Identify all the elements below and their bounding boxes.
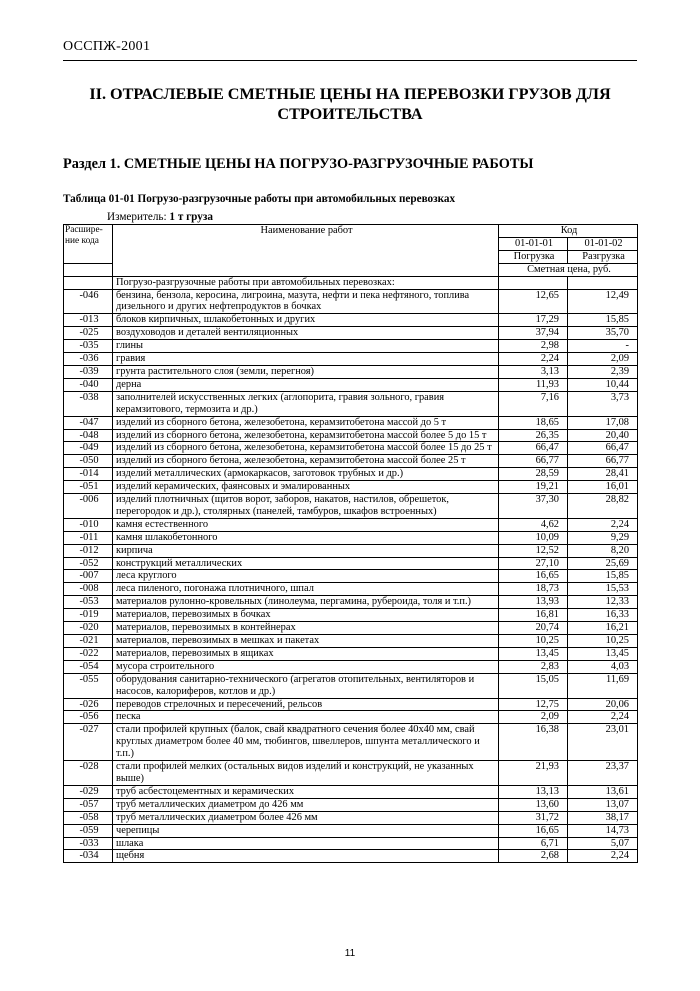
code-extension-cell: -008 [64, 583, 113, 596]
code-extension-cell: -012 [64, 544, 113, 557]
header-code-1: 01-01-01 [499, 237, 568, 250]
loading-price-cell: 12,52 [499, 544, 568, 557]
loading-price-cell: 66,47 [499, 442, 568, 455]
loading-price-cell: 28,59 [499, 468, 568, 481]
work-name-cell: стали профилей мелких (остальных видов изделий и конструкций, не указанных выше) [113, 761, 499, 786]
table-row [64, 850, 638, 863]
unloading-price-cell: 9,29 [568, 531, 638, 544]
code-extension-cell: -006 [64, 494, 113, 519]
unloading-price-cell: 10,44 [568, 378, 638, 391]
loading-price-cell: 16,65 [499, 824, 568, 837]
header-divider [63, 60, 637, 61]
code-extension-cell: -054 [64, 660, 113, 673]
table-row [64, 518, 638, 531]
code-extension-cell: -036 [64, 353, 113, 366]
header-price-caption: Сметная цена, руб. [499, 263, 638, 276]
loading-price-cell: 27,10 [499, 557, 568, 570]
loading-price-cell: 26,35 [499, 429, 568, 442]
work-name-cell: конструкций металлических [113, 557, 499, 570]
table-group-row [64, 276, 638, 289]
unloading-price-cell: 11,69 [568, 673, 638, 698]
code-extension-cell: -019 [64, 609, 113, 622]
unloading-price-cell: 16,01 [568, 481, 638, 494]
unloading-price-cell: 66,47 [568, 442, 638, 455]
loading-price-cell: 13,60 [499, 798, 568, 811]
table-row [64, 468, 638, 481]
loading-price-cell: 20,74 [499, 622, 568, 635]
unloading-price-cell: 16,33 [568, 609, 638, 622]
unloading-price-cell: 12,33 [568, 596, 638, 609]
table-row [64, 609, 638, 622]
loading-price-cell: 12,65 [499, 289, 568, 314]
loading-price-cell: 37,94 [499, 327, 568, 340]
work-name-cell: оборудования санитарно-технического (агрегатов отопительных, вентиляторов и насосов, калориферов, котлов и др.) [113, 673, 499, 698]
table-row [64, 673, 638, 698]
code-extension-cell: -040 [64, 378, 113, 391]
header-empty-cell [64, 263, 113, 276]
unloading-price-cell: 20,40 [568, 429, 638, 442]
table-row [64, 824, 638, 837]
table-row [64, 481, 638, 494]
unloading-price-cell: 23,01 [568, 724, 638, 761]
unloading-price-cell: 35,70 [568, 327, 638, 340]
loading-price-cell: 2,09 [499, 711, 568, 724]
group-empty-cell [568, 276, 638, 289]
table-row [64, 327, 638, 340]
document-code: ОССПЖ-2001 [63, 39, 151, 54]
unloading-price-cell: 2,09 [568, 353, 638, 366]
table-row [64, 583, 638, 596]
code-extension-cell: -021 [64, 635, 113, 648]
work-name-cell: переводов стрелочных и пересечений, рельсов [113, 698, 499, 711]
unloading-price-cell: 15,53 [568, 583, 638, 596]
loading-price-cell: 18,65 [499, 416, 568, 429]
table-title: Таблица 01-01 Погрузо-разгрузочные работы при автомобильных перевозках [63, 193, 456, 205]
table-row [64, 811, 638, 824]
unloading-price-cell: 17,08 [568, 416, 638, 429]
work-name-cell: дерна [113, 378, 499, 391]
work-name-cell: труб асбестоцементных и керамических [113, 785, 499, 798]
table-row [64, 391, 638, 416]
unloading-price-cell: 23,37 [568, 761, 638, 786]
code-extension-cell: -011 [64, 531, 113, 544]
work-name-cell: глины [113, 340, 499, 353]
measure-label: Измеритель: [107, 211, 167, 223]
work-name-cell: изделий из сборного бетона, железобетона, керамзитобетона массой более 25 т [113, 455, 499, 468]
table-row [64, 289, 638, 314]
code-extension-cell: -053 [64, 596, 113, 609]
code-extension-cell: -028 [64, 761, 113, 786]
unloading-price-cell: 38,17 [568, 811, 638, 824]
table-row [64, 837, 638, 850]
loading-price-cell: 19,21 [499, 481, 568, 494]
work-name-cell: материалов, перевозимых в ящиках [113, 647, 499, 660]
work-name-cell: мусора строительного [113, 660, 499, 673]
work-name-cell: щебня [113, 850, 499, 863]
unloading-price-cell: 66,77 [568, 455, 638, 468]
loading-price-cell: 18,73 [499, 583, 568, 596]
table-row [64, 442, 638, 455]
loading-price-cell: 15,05 [499, 673, 568, 698]
work-name-cell: изделий из сборного бетона, железобетона, керамзитобетона массой более 5 до 15 т [113, 429, 499, 442]
code-extension-cell: -033 [64, 837, 113, 850]
loading-price-cell: 12,75 [499, 698, 568, 711]
loading-price-cell: 7,16 [499, 391, 568, 416]
code-extension-cell: -052 [64, 557, 113, 570]
work-name-cell: черепицы [113, 824, 499, 837]
unloading-price-cell: 10,25 [568, 635, 638, 648]
unloading-price-cell: 12,49 [568, 289, 638, 314]
code-extension-cell: -020 [64, 622, 113, 635]
measure-line [107, 211, 213, 223]
loading-price-cell: 17,29 [499, 314, 568, 327]
loading-price-cell: 10,09 [499, 531, 568, 544]
work-name-cell: изделий из сборного бетона, железобетона, керамзитобетона массой более 15 до 25 т [113, 442, 499, 455]
code-extension-cell: -013 [64, 314, 113, 327]
code-extension-cell: -055 [64, 673, 113, 698]
header-code: Код [499, 225, 638, 238]
code-extension-cell: -022 [64, 647, 113, 660]
loading-price-cell: 6,71 [499, 837, 568, 850]
work-name-cell: леса пиленого, погонажа плотничного, шпал [113, 583, 499, 596]
unloading-price-cell: 15,85 [568, 570, 638, 583]
unloading-price-cell: 20,06 [568, 698, 638, 711]
table-row [64, 647, 638, 660]
work-name-cell: материалов рулонно-кровельных (линолеума, пергамина, рубероида, толя и т.п.) [113, 596, 499, 609]
loading-price-cell: 13,93 [499, 596, 568, 609]
code-extension-cell: -039 [64, 365, 113, 378]
code-extension-cell: -014 [64, 468, 113, 481]
unloading-price-cell: 2,39 [568, 365, 638, 378]
work-name-cell: труб металлических диаметром до 426 мм [113, 798, 499, 811]
unloading-price-cell: 5,07 [568, 837, 638, 850]
unloading-price-cell: 2,24 [568, 711, 638, 724]
unloading-price-cell: 13,61 [568, 785, 638, 798]
table-row [64, 798, 638, 811]
table-row [64, 531, 638, 544]
unloading-price-cell: 13,07 [568, 798, 638, 811]
work-name-cell: изделий из сборного бетона, железобетона, керамзитобетона массой до 5 т [113, 416, 499, 429]
work-name-cell: блоков кирпичных, шлакобетонных и других [113, 314, 499, 327]
group-empty-cell [64, 276, 113, 289]
table-row [64, 596, 638, 609]
code-extension-cell: -059 [64, 824, 113, 837]
work-name-cell: изделий металлических (армокаркасов, заготовок трубных и др.) [113, 468, 499, 481]
loading-price-cell: 13,13 [499, 785, 568, 798]
code-extension-cell: -048 [64, 429, 113, 442]
table-row [64, 340, 638, 353]
loading-price-cell: 10,25 [499, 635, 568, 648]
loading-price-cell: 13,45 [499, 647, 568, 660]
loading-price-cell: 2,24 [499, 353, 568, 366]
table-row [64, 635, 638, 648]
code-extension-cell: -029 [64, 785, 113, 798]
work-name-cell: песка [113, 711, 499, 724]
table-row [64, 416, 638, 429]
code-extension-cell: -058 [64, 811, 113, 824]
loading-price-cell: 16,81 [499, 609, 568, 622]
work-name-cell: грунта растительного слоя (земли, перегноя) [113, 365, 499, 378]
code-extension-cell: -025 [64, 327, 113, 340]
table-row [64, 429, 638, 442]
table-row [64, 622, 638, 635]
unloading-price-cell: 15,85 [568, 314, 638, 327]
work-name-cell: изделий плотничных (щитов ворот, заборов, накатов, настилов, обрешеток, перегородок и др.), столярных (панелей, тамбуров, шкафов встроенных) [113, 494, 499, 519]
title-line-2: СТРОИТЕЛЬСТВА [277, 105, 423, 123]
code-extension-cell: -034 [64, 850, 113, 863]
code-extension-cell: -007 [64, 570, 113, 583]
loading-price-cell: 16,65 [499, 570, 568, 583]
code-extension-cell: -051 [64, 481, 113, 494]
work-name-cell: материалов, перевозимых в мешках и пакетах [113, 635, 499, 648]
unloading-price-cell: 25,69 [568, 557, 638, 570]
measure-value: 1 т груза [169, 211, 213, 223]
table-row [64, 353, 638, 366]
work-name-cell: леса круглого [113, 570, 499, 583]
table-row [64, 711, 638, 724]
loading-price-cell: 66,77 [499, 455, 568, 468]
header-unloading: Разгрузка [568, 250, 638, 263]
loading-price-cell: 37,30 [499, 494, 568, 519]
work-name-cell: воздуховодов и деталей вентиляционных [113, 327, 499, 340]
work-name-cell: гравия [113, 353, 499, 366]
loading-price-cell: 2,68 [499, 850, 568, 863]
table-row [64, 455, 638, 468]
code-extension-cell: -047 [64, 416, 113, 429]
code-extension-cell: -035 [64, 340, 113, 353]
loading-price-cell: 2,83 [499, 660, 568, 673]
group-label: Погрузо-разгрузочные работы при автомобильных перевозках: [113, 276, 499, 289]
unloading-price-cell: 16,21 [568, 622, 638, 635]
table-row [64, 557, 638, 570]
unloading-price-cell: 28,41 [568, 468, 638, 481]
code-extension-cell: -046 [64, 289, 113, 314]
unloading-price-cell: 14,73 [568, 824, 638, 837]
code-extension-cell: -057 [64, 798, 113, 811]
work-name-cell: камня шлакобетонного [113, 531, 499, 544]
code-extension-cell: -050 [64, 455, 113, 468]
code-extension-cell: -026 [64, 698, 113, 711]
price-table [63, 224, 638, 863]
code-extension-cell: -010 [64, 518, 113, 531]
price-table-body [64, 225, 638, 863]
work-name-cell: материалов, перевозимых в контейнерах [113, 622, 499, 635]
work-name-cell: материалов, перевозимых в бочках [113, 609, 499, 622]
header-work-name: Наименование работ [113, 225, 499, 277]
code-extension-cell: -056 [64, 711, 113, 724]
work-name-cell: изделий керамических, фаянсовых и эмалированных [113, 481, 499, 494]
table-row [64, 785, 638, 798]
work-name-cell: камня естественного [113, 518, 499, 531]
table-row [64, 365, 638, 378]
unloading-price-cell: 2,24 [568, 518, 638, 531]
group-empty-cell [499, 276, 568, 289]
table-row [64, 494, 638, 519]
table-row [64, 660, 638, 673]
work-name-cell: шлака [113, 837, 499, 850]
title-line-1: II. ОТРАСЛЕВЫЕ СМЕТНЫЕ ЦЕНЫ НА ПЕРЕВОЗКИ ГРУЗОВ ДЛЯ [89, 85, 611, 103]
unloading-price-cell: 4,03 [568, 660, 638, 673]
work-name-cell: бензина, бензола, керосина, лигроина, мазута, нефти и пека нефтяного, топлива дизельного и других нефтепродуктов в бочках [113, 289, 499, 314]
code-extension-cell: -027 [64, 724, 113, 761]
code-extension-cell: -049 [64, 442, 113, 455]
loading-price-cell: 11,93 [499, 378, 568, 391]
header-loading: Погрузка [499, 250, 568, 263]
unloading-price-cell: 3,73 [568, 391, 638, 416]
work-name-cell: кирпича [113, 544, 499, 557]
loading-price-cell: 3,13 [499, 365, 568, 378]
loading-price-cell: 2,98 [499, 340, 568, 353]
loading-price-cell: 31,72 [499, 811, 568, 824]
loading-price-cell: 21,93 [499, 761, 568, 786]
table-row [64, 724, 638, 761]
unloading-price-cell: 2,24 [568, 850, 638, 863]
table-header-row [64, 225, 638, 238]
unloading-price-cell: 13,45 [568, 647, 638, 660]
unloading-price-cell: - [568, 340, 638, 353]
page-number: 11 [344, 948, 356, 959]
table-row [64, 570, 638, 583]
header-code-2: 01-01-02 [568, 237, 638, 250]
header-code-extension: Расшире-ние кода [64, 225, 113, 264]
table-row [64, 314, 638, 327]
work-name-cell: труб металлических диаметром более 426 мм [113, 811, 499, 824]
work-name-cell: заполнителей искусственных легких (аглопорита, гравия зольного, гравия керамзитового, термозита и др.) [113, 391, 499, 416]
table-row [64, 378, 638, 391]
table-row [64, 761, 638, 786]
unloading-price-cell: 28,82 [568, 494, 638, 519]
table-row [64, 544, 638, 557]
page-title [63, 84, 637, 124]
code-extension-cell: -038 [64, 391, 113, 416]
work-name-cell: стали профилей крупных (балок, свай квадратного сечения более 40х40 мм, свай круглых диаметром более 40 мм, тюбингов, швеллеров, шпунта металлического и т.п.) [113, 724, 499, 761]
section-heading: Раздел 1. СМЕТНЫЕ ЦЕНЫ НА ПОГРУЗО-РАЗГРУЗОЧНЫЕ РАБОТЫ [63, 156, 534, 172]
loading-price-cell: 4,62 [499, 518, 568, 531]
loading-price-cell: 16,38 [499, 724, 568, 761]
table-row [64, 698, 638, 711]
unloading-price-cell: 8,20 [568, 544, 638, 557]
